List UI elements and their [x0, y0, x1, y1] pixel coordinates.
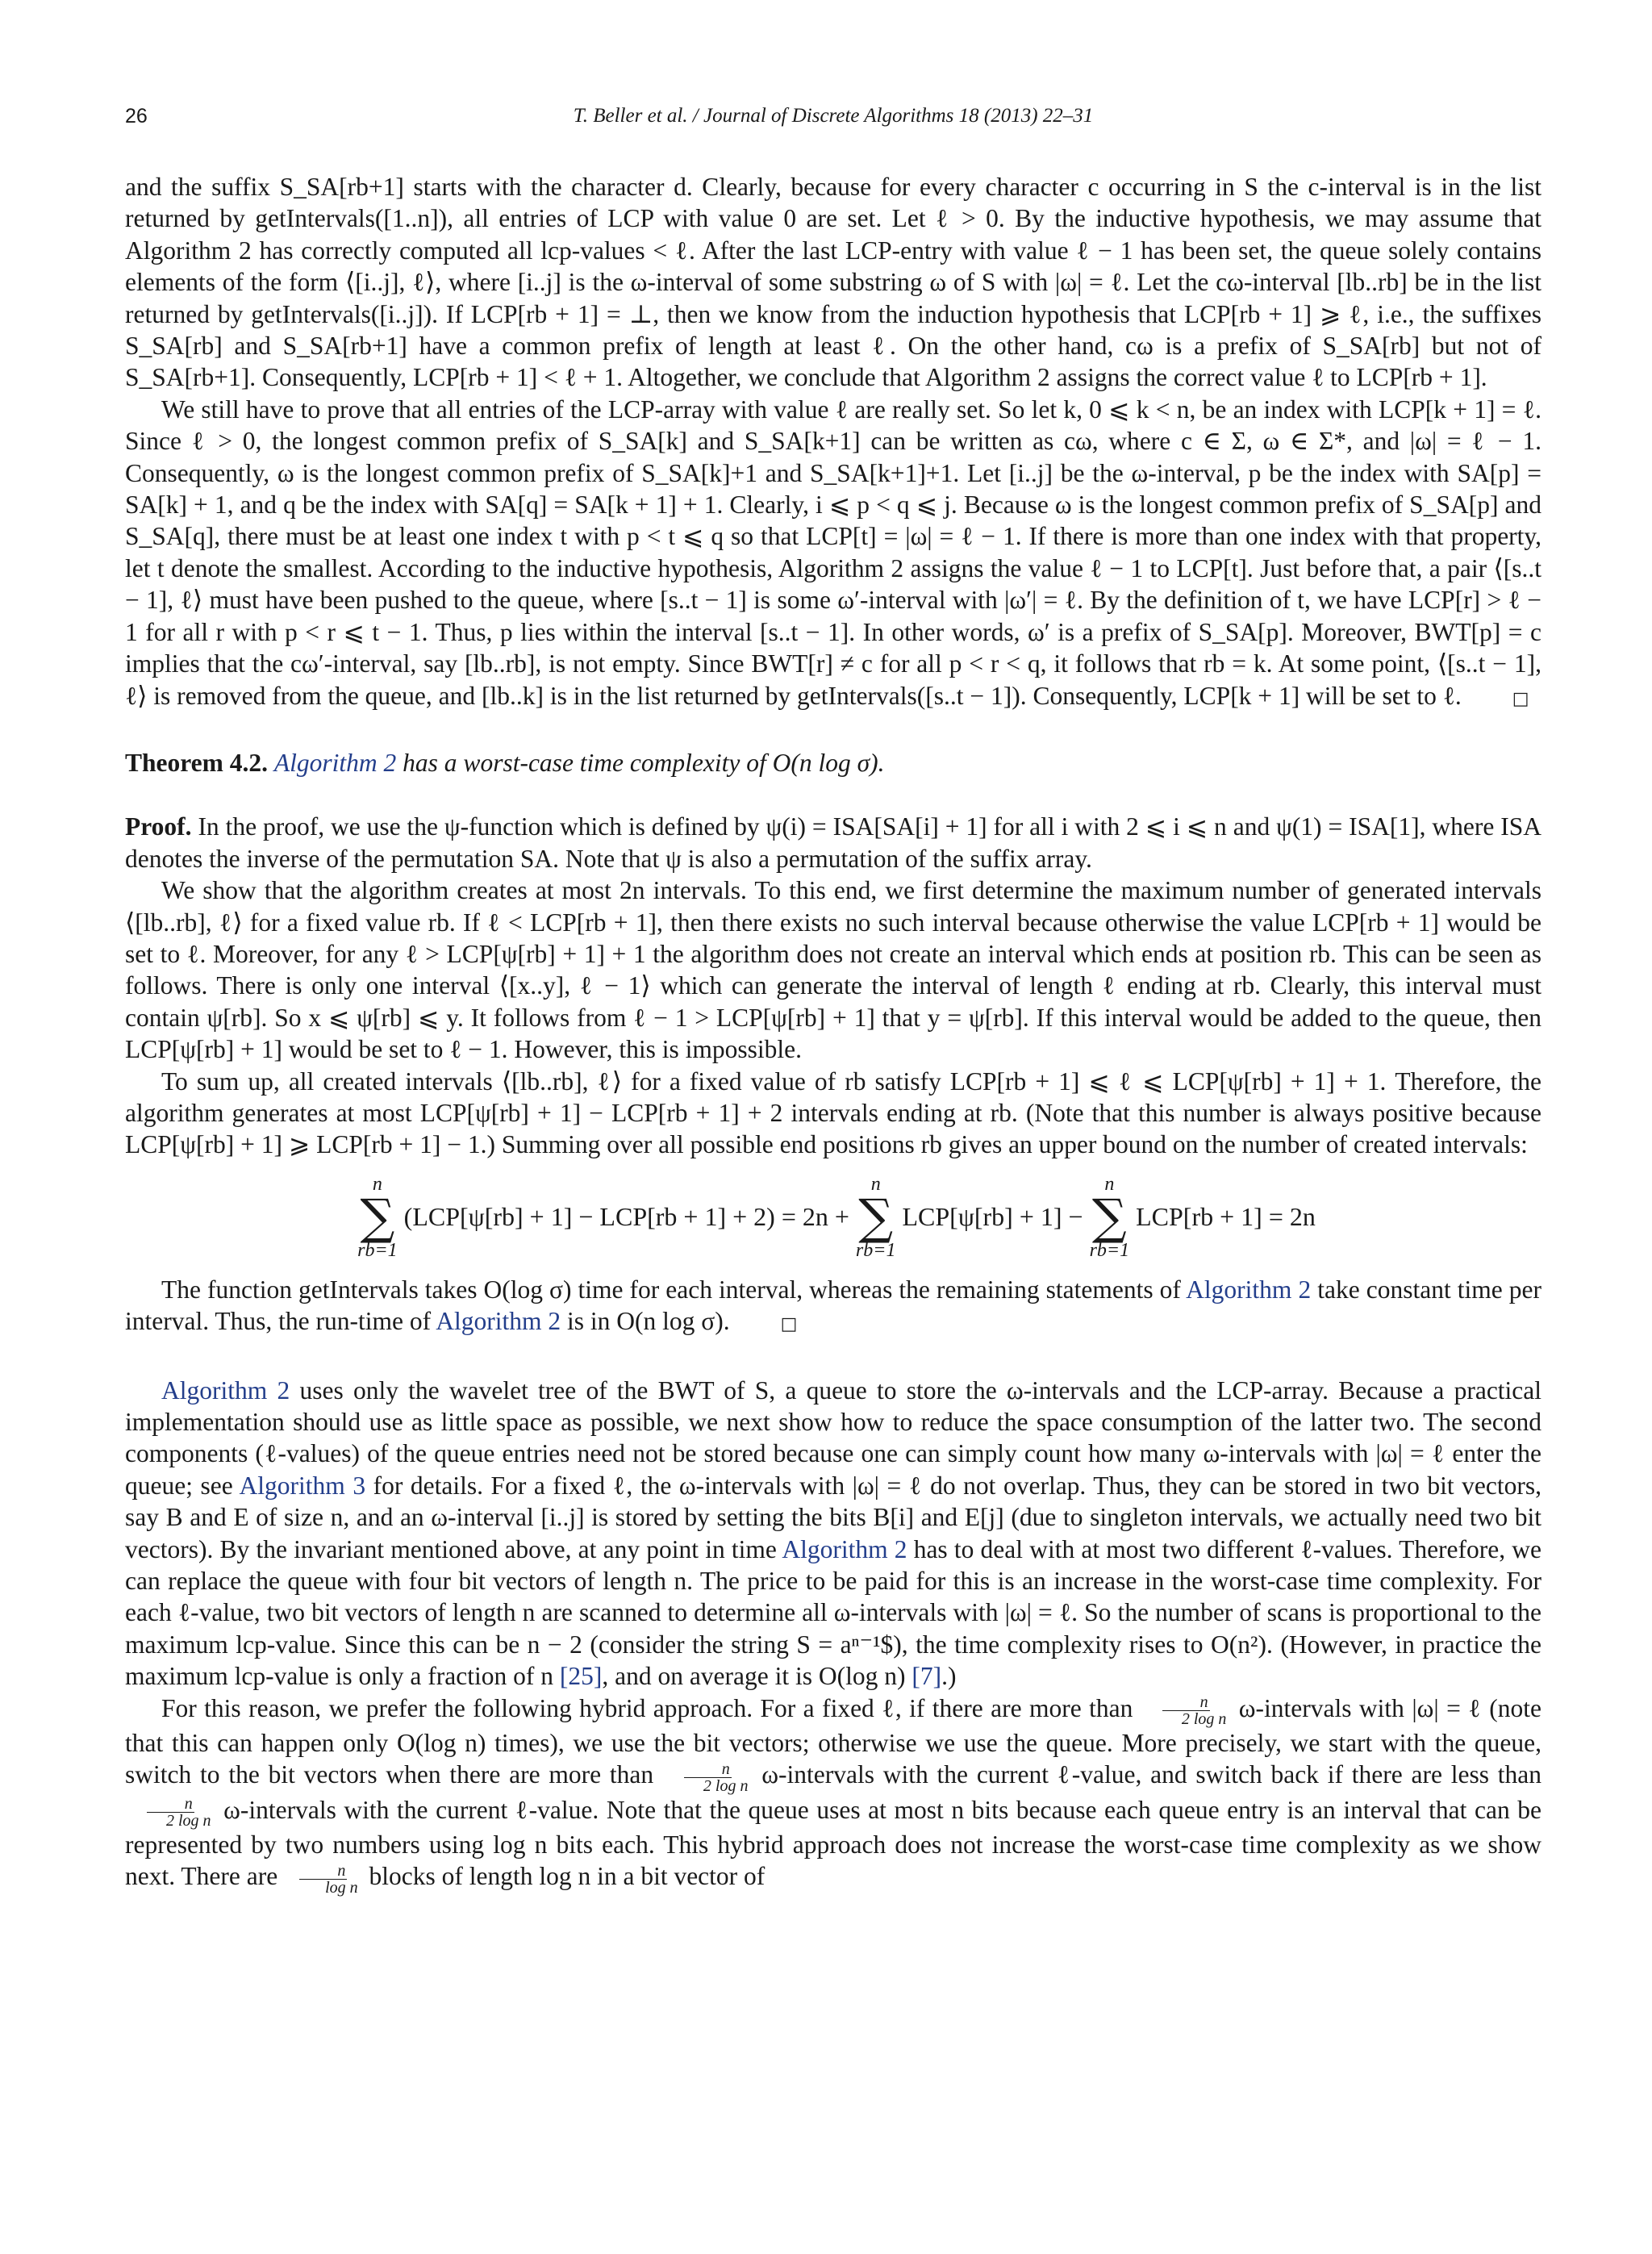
fraction-denominator: log n — [325, 1878, 358, 1897]
fraction-numerator: n — [147, 1796, 194, 1813]
theorem-4-2 — [125, 747, 1541, 778]
paragraph-2-text: We still have to prove that all entries of the LCP-array with value ℓ are really set. So let k, 0 ⩽ k < n, be an index with LCP[k + 1] = ℓ. Since ℓ > 0, the longest common prefix of S_SA[k] and S_SA[k+1] can be written as cω, where c ∈ Σ, ω ∈ Σ*, and |ω| = ℓ − 1. Consequently, ω is the longest common prefix of S_SA[k]+1 and S_SA[k+1]+1. Let [i..j] be the ω-interval, p be the index with SA[p] = SA[k] + 1, and q be the index with SA[q] = SA[k + 1] + 1. Clearly, i ⩽ p < q ⩽ j. Because ω is the longest common prefix of S_SA[p] and S_SA[q], there must be at least one index t with p < t ⩽ q so that LCP[t] = |ω| = ℓ − 1. If there is more than one index with that property, let t denote the smallest. According to the inductive hypothesis, Algorithm 2 assigns the value ℓ − 1 to LCP[t]. Just before that, a pair ⟨[s..t − 1], ℓ⟩ must have been pushed to the queue, where [s..t − 1] is some ω′-interval with |ω′| = ℓ. By the definition of t, we have LCP[r] > ℓ − 1 for all r with p < r ⩽ t − 1. Thus, p lies within the interval [s..t − 1]. In other words, ω′ is a prefix of S_SA[p]. Moreover, BWT[p] = c implies that the cω′-interval, say [lb..rb], is not empty. Since BWT[r] ≠ c for all p < r < q, it follows that rb = k. At some point, ⟨[s..t − 1], ℓ⟩ is removed from the queue, and [lb..k] is in the list returned by getIntervals([s..t − 1]). Consequently, LCP[k + 1] will be set to ℓ. — [125, 394, 1541, 710]
summation-3: n ∑ rb=1 — [1089, 1173, 1130, 1261]
summation-1: n ∑ rb=1 — [357, 1173, 398, 1261]
fraction-numerator: n — [299, 1863, 347, 1880]
paragraph-2 — [125, 394, 1541, 715]
algorithm-2-link[interactable]: Algorithm 2 — [1186, 1275, 1312, 1304]
paragraph-8-text-a: For this reason, we prefer the following hybrid approach. For a fixed ℓ, if there are more than — [161, 1693, 1133, 1722]
algorithm-3-link[interactable]: Algorithm 3 — [239, 1471, 366, 1500]
sum-lower-limit: rb=1 — [855, 1239, 896, 1261]
fraction-n-over-2logn — [665, 1761, 750, 1794]
summation-2: n ∑ rb=1 — [855, 1173, 896, 1261]
paragraph-8 — [125, 1693, 1541, 1896]
paragraph-8-text-d: ω-intervals with the current ℓ-value. Note that the queue uses at most n bits because each queue entry is an interval that can be represented by two numbers using log n bits each. This hybrid approach does not increase the worst-case time complexity as we show next. There are — [125, 1795, 1542, 1891]
fraction-numerator: n — [684, 1761, 732, 1778]
summation-formula — [125, 1161, 1541, 1274]
paragraph-7 — [125, 1375, 1541, 1693]
algorithm-2-link[interactable]: Algorithm 2 — [782, 1534, 907, 1563]
paragraph-7-text-a: uses only the wavelet tree of the BWT of S, a queue to store the ω-intervals and the LCP-array. Because a practical implementation should use as little space as possible, we next show how to reduce the space consumption of the latter two. The second components (ℓ-values) of the queue entries need not be stored because one can simply count how many ω-intervals with |ω| = ℓ enter the queue; see — [125, 1375, 1542, 1500]
page-number: 26 — [125, 105, 148, 127]
paragraph-1: and the suffix S_SA[rb+1] starts with the character d. Clearly, because for every character c occurring in S the c-interval is in the list returned by getIntervals([1..n]), all entries of LCP with value 0 are set. Let ℓ > 0. By the inductive hypothesis, we may assume that Algorithm 2 has correctly computed all lcp-values < ℓ. After the last LCP-entry with value ℓ − 1 has been set, the queue solely contains elements of the form ⟨[i..j], ℓ⟩, where [i..j] is the ω-interval of some substring ω of S with |ω| = ℓ. Let the cω-interval [lb..rb] be in the list returned by getIntervals([i..j]). If LCP[rb + 1] = ⊥, then we know from the induction hypothesis that LCP[rb + 1] ⩾ ℓ, i.e., the suffixes S_SA[rb] and S_SA[rb+1] have a common prefix of length at least ℓ. On the other hand, cω is a prefix of S_SA[rb] but not of S_SA[rb+1]. Consequently, LCP[rb + 1] < ℓ + 1. Altogether, we conclude that Algorithm 2 assigns the correct value ℓ to LCP[rb + 1]. — [125, 173, 1541, 392]
paragraph-4: We show that the algorithm creates at most 2n intervals. To this end, we first determine the maximum number of generated intervals ⟨[lb..rb], ℓ⟩ for a fixed value rb. If ℓ < LCP[rb + 1], then there exists no such interval because otherwise the value LCP[rb + 1] would be set to ℓ. Moreover, for any ℓ > LCP[ψ[rb] + 1] + 1 the algorithm does not create an interval which ends at position rb. This can be seen as follows. There is only one interval ⟨[x..y], ℓ − 1⟩ which can generate the interval of length ℓ ending at rb. Clearly, this interval must contain ψ[rb]. So x ⩽ ψ[rb] ⩽ y. It follows from ℓ − 1 > LCP[ψ[rb] + 1] that y = ψ[rb]. If this interval would be added to the queue, then LCP[ψ[rb] + 1] would be set to ℓ − 1. However, this is impossible. — [125, 876, 1541, 1064]
sum-upper-limit: n — [870, 1173, 881, 1195]
paragraph-5: To sum up, all created intervals ⟨[lb..rb], ℓ⟩ for a fixed value of rb satisfy LCP[rb + 1] ⩽ ℓ ⩽ LCP[ψ[rb] + 1] + 1. Therefore, the algorithm generates at most LCP[ψ[rb] + 1] − LCP[rb + 1] + 2 intervals ending at rb. (Note that this number is always positive because LCP[ψ[rb] + 1] ⩾ LCP[rb + 1] − 1.) Summing over all possible end positions rb gives an upper bound on the number of created intervals: — [125, 1066, 1541, 1159]
proof-text: In the proof, we use the ψ-function which is defined by ψ(i) = ISA[SA[i] + 1] for all i with 2 ⩽ i ⩽ n and ψ(1) = ISA[1], where ISA denotes the inverse of the permutation SA. Note that ψ is also a permutation of the suffix array. — [125, 812, 1541, 873]
body-text — [125, 171, 1541, 1896]
fraction-denominator: 2 log n — [166, 1811, 211, 1830]
paragraph-6-text-c: is in O(n log σ). — [566, 1307, 730, 1336]
paragraph-6-text-a: The function getIntervals takes O(log σ) time for each interval, whereas the remaining statements of — [161, 1275, 1181, 1304]
paragraph-6 — [125, 1274, 1541, 1341]
paragraph-8-text-e: blocks of length log n in a bit vector of — [369, 1862, 766, 1891]
proof-paragraph — [125, 811, 1541, 874]
paragraph-7-text-e: .) — [941, 1662, 957, 1691]
fraction-numerator: n — [1162, 1694, 1210, 1711]
fraction-n-over-logn — [287, 1863, 360, 1896]
qed-mark: □ — [1512, 688, 1529, 709]
algorithm-2-link[interactable]: Algorithm 2 — [436, 1307, 561, 1336]
formula-term-3: LCP[rb + 1] = 2n — [1136, 1202, 1316, 1232]
algorithm-2-link[interactable]: Algorithm 2 — [161, 1375, 290, 1405]
paragraph-7-text-c: has to deal with at most two different ℓ-values. Therefore, we can replace the queue with four bit vectors of length n. The price to be paid for this is an increase in the worst-case time complexity. For each ℓ-value, two bit vectors of length n are scanned to determine all ω-intervals with |ω| = ℓ. So the number of scans is proportional to the maximum lcp-value. Since this can be n − 2 (consider the string S = aⁿ⁻¹$), the time complexity rises to O(n²). (However, in practice the maximum lcp-value is only a fraction of n — [125, 1534, 1542, 1691]
sum-lower-limit: rb=1 — [1089, 1239, 1130, 1261]
qed-mark: □ — [780, 1314, 798, 1335]
theorem-label: Theorem 4.2. — [125, 748, 269, 777]
paragraph-7-text-b: for details. For a fixed ℓ, the ω-intervals with |ω| = ℓ do not overlap. Thus, they can be stored in two bit vectors, say B and E of size n, and an ω-interval [i..j] is stored by setting the bits B[i] and E[j] (due to singleton intervals, we actually need two bit vectors). By the invariant mentioned above, at any point in time — [125, 1471, 1541, 1563]
paragraph-8-text-c: ω-intervals with the current ℓ-value, and switch back if there are less than — [761, 1760, 1541, 1789]
fraction-denominator: 2 log n — [1181, 1709, 1227, 1728]
paragraph-6-text-b: take constant time per interval. Thus, the run-time of — [125, 1275, 1541, 1336]
formula-term-2: LCP[ψ[rb] + 1] − — [902, 1202, 1083, 1232]
fraction-denominator: 2 log n — [703, 1776, 749, 1795]
paragraph-8-text-b: ω-intervals with |ω| = ℓ (note that this can happen only O(log n) times), we use the bit vectors; otherwise we use the queue. More precisely, we start with the queue, switch to the bit vectors when there are more than — [125, 1693, 1542, 1789]
reference-7-link[interactable]: [7] — [912, 1662, 942, 1691]
fraction-n-over-2logn — [1144, 1694, 1229, 1727]
journal-citation: T. Beller et al. / Journal of Discrete Algorithms 18 (2013) 22–31 — [573, 105, 1094, 127]
proof-label: Proof. — [125, 812, 192, 841]
sum-lower-limit: rb=1 — [357, 1239, 398, 1261]
sum-upper-limit: n — [1104, 1173, 1115, 1195]
formula-term-1: (LCP[ψ[rb] + 1] − LCP[rb + 1] + 2) = 2n + — [403, 1202, 849, 1232]
algorithm-2-link[interactable]: Algorithm 2 — [273, 748, 397, 777]
theorem-statement: has a worst-case time complexity of O(n log σ). — [403, 748, 885, 777]
sum-upper-limit: n — [372, 1173, 382, 1195]
paragraph-7-text-d: , and on average it is O(log n) — [602, 1662, 906, 1691]
fraction-n-over-2logn — [128, 1796, 213, 1829]
reference-25-link[interactable]: [25] — [559, 1662, 603, 1691]
running-header — [125, 100, 1541, 132]
